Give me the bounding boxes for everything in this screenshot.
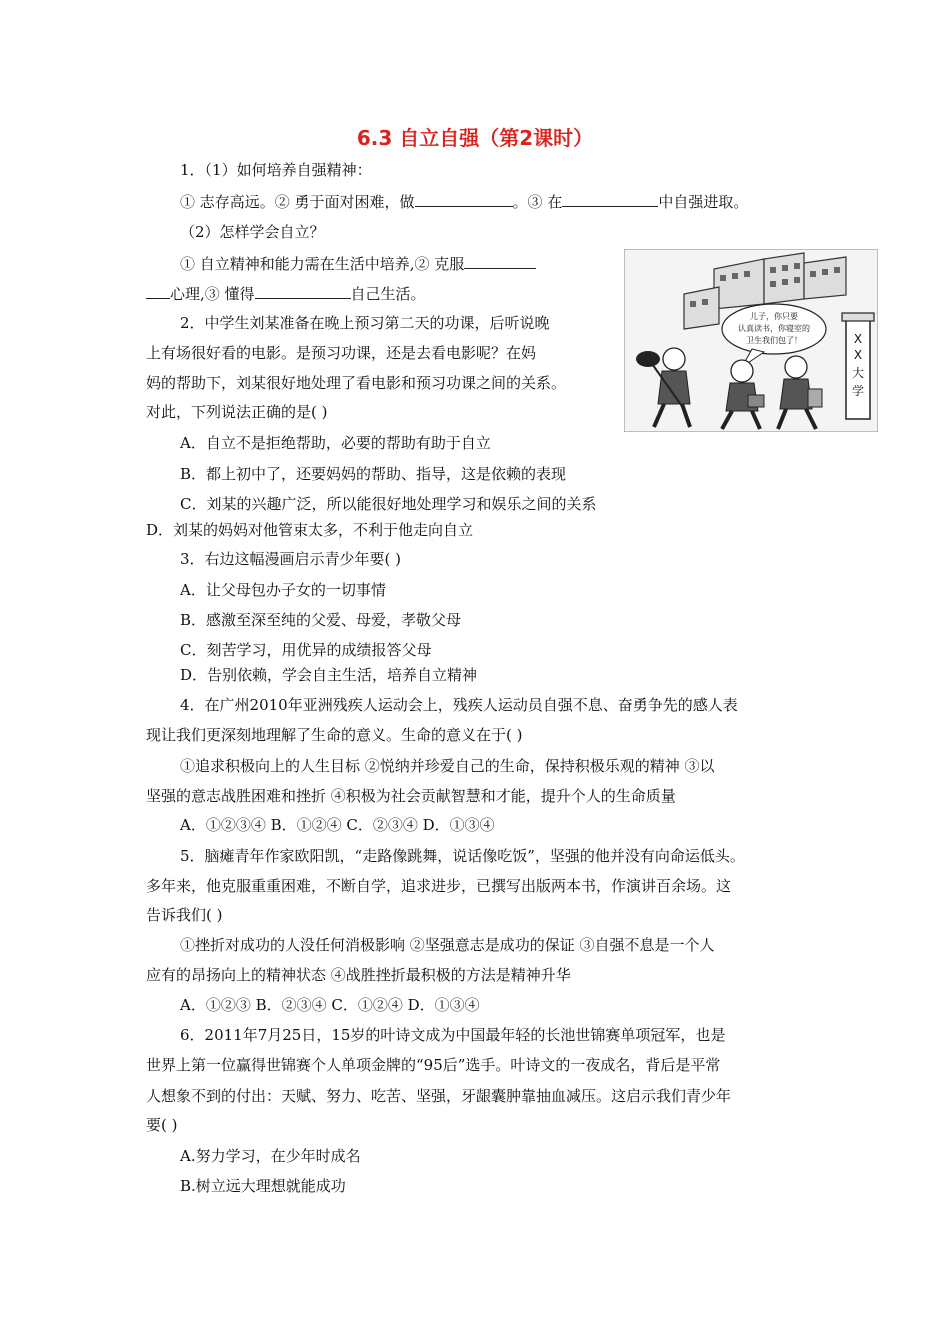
q1-blank-3-cont xyxy=(146,284,170,299)
gate-pillar xyxy=(842,313,874,419)
q6-option-a: A.努力学习，在少年时成名 xyxy=(180,1147,361,1165)
q1-part1-heading: 1．（1）如何培养自强精神： xyxy=(180,161,372,179)
q1-part2-heading: （2）怎样学会自立？ xyxy=(180,223,325,241)
q6-stem-line-3: 人想象不到的付出：天赋、努力、吃苦、坚强，牙龈囊肿靠抽血减压。这启示我们青少年 xyxy=(146,1087,732,1105)
q1-part1-text-c: 中自强进取。 xyxy=(658,193,749,211)
q1-blank-1 xyxy=(415,192,513,207)
q6-stem-line-4: 要( ) xyxy=(146,1116,178,1134)
q3-option-d: D．告别依赖，学会自主生活，培养自立精神 xyxy=(180,666,478,684)
q5-stem-line-2: 多年来，他克服重重困难，不断自学，追求进步，已撰写出版两本书，作演讲百余场。这 xyxy=(146,877,732,895)
q6-option-b: B.树立远大理想就能成功 xyxy=(180,1177,346,1195)
speech-line-1: 儿子，你只要 xyxy=(750,312,798,321)
q1-blank-4 xyxy=(255,284,351,299)
q4-statements-line-1: ①追求积极向上的人生目标 ②悦纳并珍爱自己的生命，保持积极乐观的精神 ③以 xyxy=(180,757,715,775)
q1-part1-text-b: 。③ 在 xyxy=(512,193,563,211)
q2-option-c: C．刘某的兴趣广泛，所以能很好地处理学习和娱乐之间的关系 xyxy=(180,495,597,513)
sign-char-4: 学 xyxy=(851,384,865,398)
q5-options: A．①②③ B．②③④ C．①②④ D．①③④ xyxy=(180,996,480,1014)
q2-option-b: B．都上初中了，还要妈妈的帮助、指导，这是依赖的表现 xyxy=(180,465,567,483)
cartoon-illustration xyxy=(624,249,878,432)
q3-stem: 3．右边这幅漫画启示青少年要( ) xyxy=(180,550,402,568)
q2-option-a: A．自立不是拒绝帮助，必要的帮助有助于自立 xyxy=(180,434,491,452)
q1-part1-line xyxy=(180,192,748,212)
speech-line-3: 卫生我们包了！ xyxy=(746,336,802,345)
q5-stem-line-3: 告诉我们( ) xyxy=(146,906,223,924)
sign-char-2: X xyxy=(853,348,863,362)
q1-part2-text-b: 心理,③ 懂得 xyxy=(170,285,255,303)
q1-part2-line-2 xyxy=(146,284,426,304)
q2-stem-line-4: 对此，下列说法正确的是( ) xyxy=(146,403,328,421)
sign-char-3: 大 xyxy=(851,366,865,380)
q2-option-d: D．刘某的妈妈对他管束太多，不利于他走向自立 xyxy=(146,521,474,539)
sign-char-1: X xyxy=(853,332,863,346)
q1-blank-3 xyxy=(464,254,536,269)
q5-statements-line-1: ①挫折对成功的人没任何消极影响 ②坚强意志是成功的保证 ③自强不息是一个人 xyxy=(180,936,715,954)
q4-stem-line-2: 现让我们更深刻地理解了生命的意义。生命的意义在于( ) xyxy=(146,726,523,744)
q1-part1-text-a: ① 志存高远。② 勇于面对困难，做 xyxy=(180,193,415,211)
q6-stem-line-2: 世界上第一位赢得世锦赛个人单项金牌的“95后”选手。叶诗文的一夜成名，背后是平常 xyxy=(146,1056,721,1074)
q4-statements-line-2: 坚强的意志战胜困难和挫折 ④积极为社会贡献智慧和才能，提升个人的生命质量 xyxy=(146,787,676,805)
q3-option-c: C．刻苦学习，用优异的成绩报答父母 xyxy=(180,641,432,659)
speech-line-2: 认真读书，你寝室的 xyxy=(738,324,810,333)
q5-statements-line-2: 应有的昂扬向上的精神状态 ④战胜挫折最积极的方法是精神升华 xyxy=(146,966,571,984)
q4-stem-line-1: 4．在广州2010年亚洲残疾人运动会上，残疾人运动员自强不息、奋勇争先的感人表 xyxy=(180,696,738,714)
q3-option-b: B．感激至深至纯的父爱、母爱，孝敬父母 xyxy=(180,611,462,629)
q6-stem-line-1: 6．2011年7月25日，15岁的叶诗文成为中国最年轻的长池世锦赛单项冠军，也是 xyxy=(180,1026,726,1044)
q3-option-a: A．让父母包办子女的一切事情 xyxy=(180,581,386,599)
q1-blank-2 xyxy=(562,192,658,207)
q5-stem-line-1: 5．脑瘫青年作家欧阳凯，“走路像跳舞，说话像吃饭”，坚强的他并没有向命运低头。 xyxy=(180,847,745,865)
q2-stem-line-1: 2．中学生刘某准备在晚上预习第二天的功课，后听说晚 xyxy=(180,314,550,332)
q1-part2-text-c: 自己生活。 xyxy=(350,285,426,303)
q1-part2-line-1 xyxy=(180,254,536,274)
q1-part2-text-a: ① 自立精神和能力需在生活中培养,② 克服 xyxy=(180,255,465,273)
q2-stem-line-2: 上有场很好看的电影。是预习功课，还是去看电影呢？在妈 xyxy=(146,344,537,362)
q4-options: A．①②③④ B．①②④ C．②③④ D．①③④ xyxy=(180,816,495,834)
page-title: 6.3 自立自强（第2课时） xyxy=(356,126,594,150)
q2-stem-line-3: 妈的帮助下，刘某很好地处理了看电影和预习功课之间的关系。 xyxy=(146,374,567,392)
